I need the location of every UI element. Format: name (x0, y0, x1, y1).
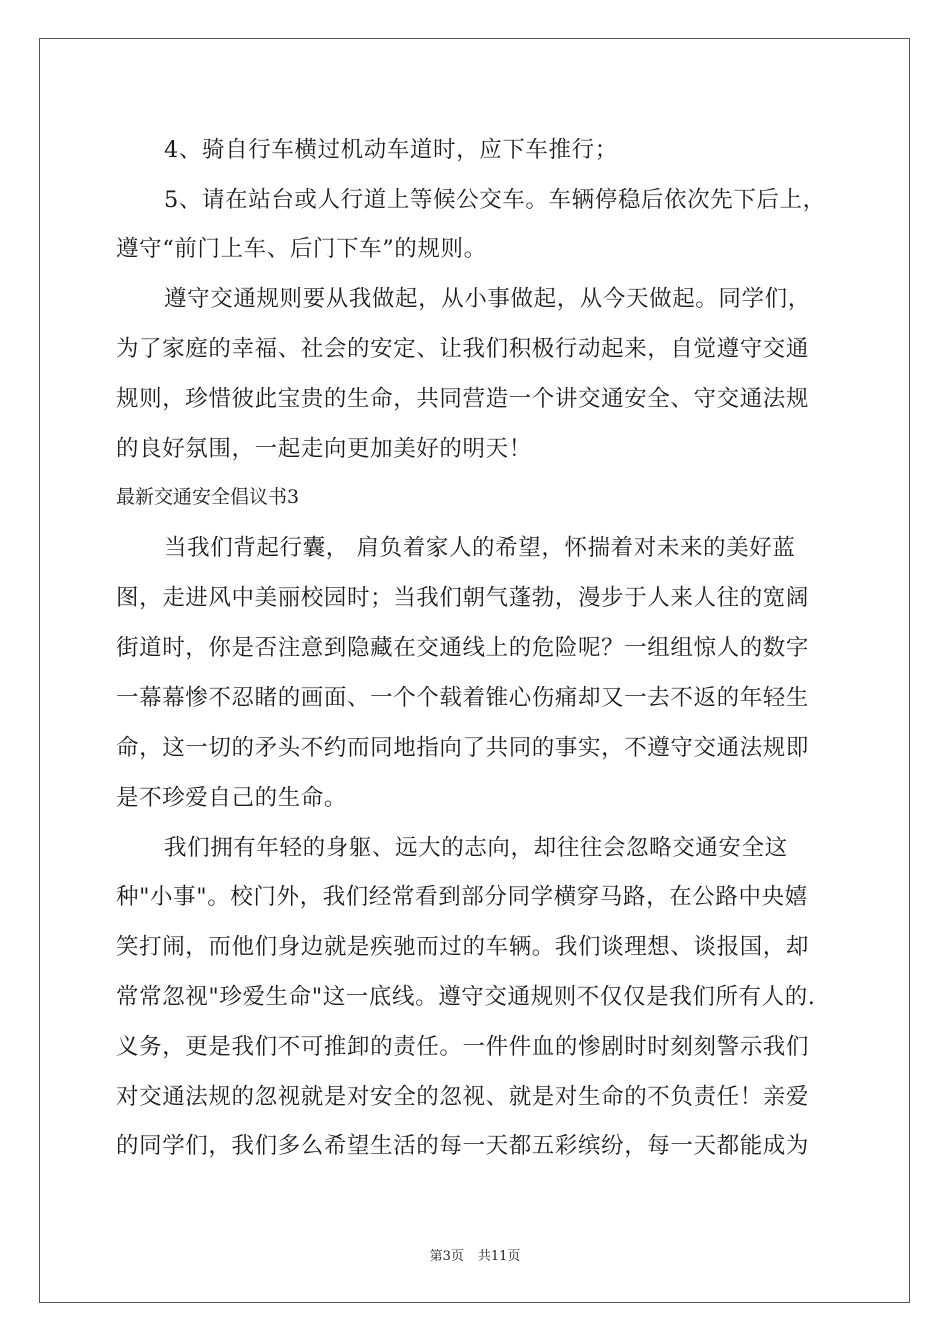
text-line: 当我们背起行囊， 肩负着家人的希望，怀揣着对未来的美好蓝 (164, 535, 796, 561)
text-line: 种"小事"。校门外，我们经常看到部分同学横穿马路，在公路中央嬉 (116, 884, 808, 910)
page-total: 共11页 (477, 1249, 521, 1264)
page-border (39, 38, 910, 1303)
page-number: 第3页 (429, 1249, 464, 1264)
text-line: 我们拥有年轻的身躯、远大的志向，却往往会忽略交通安全这 (164, 835, 788, 861)
text-line: 的良好氛围，一起走向更加美好的明天！ (116, 436, 532, 462)
text-line: 笑打闹，而他们身边就是疾驰而过的车辆。我们谈理想、谈报国，却 (116, 934, 810, 960)
text-line: 对交通法规的忽视就是对安全的忽视、就是对生命的不负责任！亲爱 (116, 1084, 810, 1110)
text-line: 常常忽视"珍爱生命"这一底线。遵守交通规则不仅仅是我们所有人的. (116, 984, 816, 1010)
section-heading: 最新交通安全倡议书3 (116, 486, 300, 508)
text-line: 的同学们，我们多么希望生活的每一天都五彩缤纷，每一天都能成为 (116, 1133, 810, 1159)
page-footer (0, 1248, 950, 1266)
text-line: 遵守交通规则要从我做起，从小事做起，从今天做起。同学们， (164, 286, 811, 312)
text-line: 遵守“前门上车、后门下车”的规则。 (116, 236, 487, 262)
text-line: 命，这一切的矛头不约而同地指向了共同的事实，不遵守交通法规即 (116, 735, 810, 761)
text-line: 是不珍爱自己的生命。 (116, 785, 348, 811)
text-line: 义务，更是我们不可推卸的责任。一件件血的惨剧时时刻刻警示我们 (116, 1034, 810, 1060)
text-line: 图，走进风中美丽校园时；当我们朝气蓬勃，漫步于人来人往的宽阔 (116, 585, 810, 611)
text-line: 规则，珍惜彼此宝贵的生命，共同营造一个讲交通安全、守交通法规 (116, 386, 810, 412)
text-line: 为了家庭的幸福、社会的安定、让我们积极行动起来，自觉遵守交通 (116, 336, 810, 362)
text-line: 5、请在站台或人行道上等候公交车。车辆停稳后依次先下后上， (164, 187, 826, 213)
text-line: 街道时，你是否注意到隐藏在交通线上的危险呢？一组组惊人的数字 (116, 635, 810, 661)
text-line: 4、骑自行车横过机动车道时，应下车推行； (164, 137, 618, 163)
text-line: 一幕幕惨不忍睹的画面、一个个载着锥心伤痛却又一去不返的年轻生 (116, 685, 810, 711)
